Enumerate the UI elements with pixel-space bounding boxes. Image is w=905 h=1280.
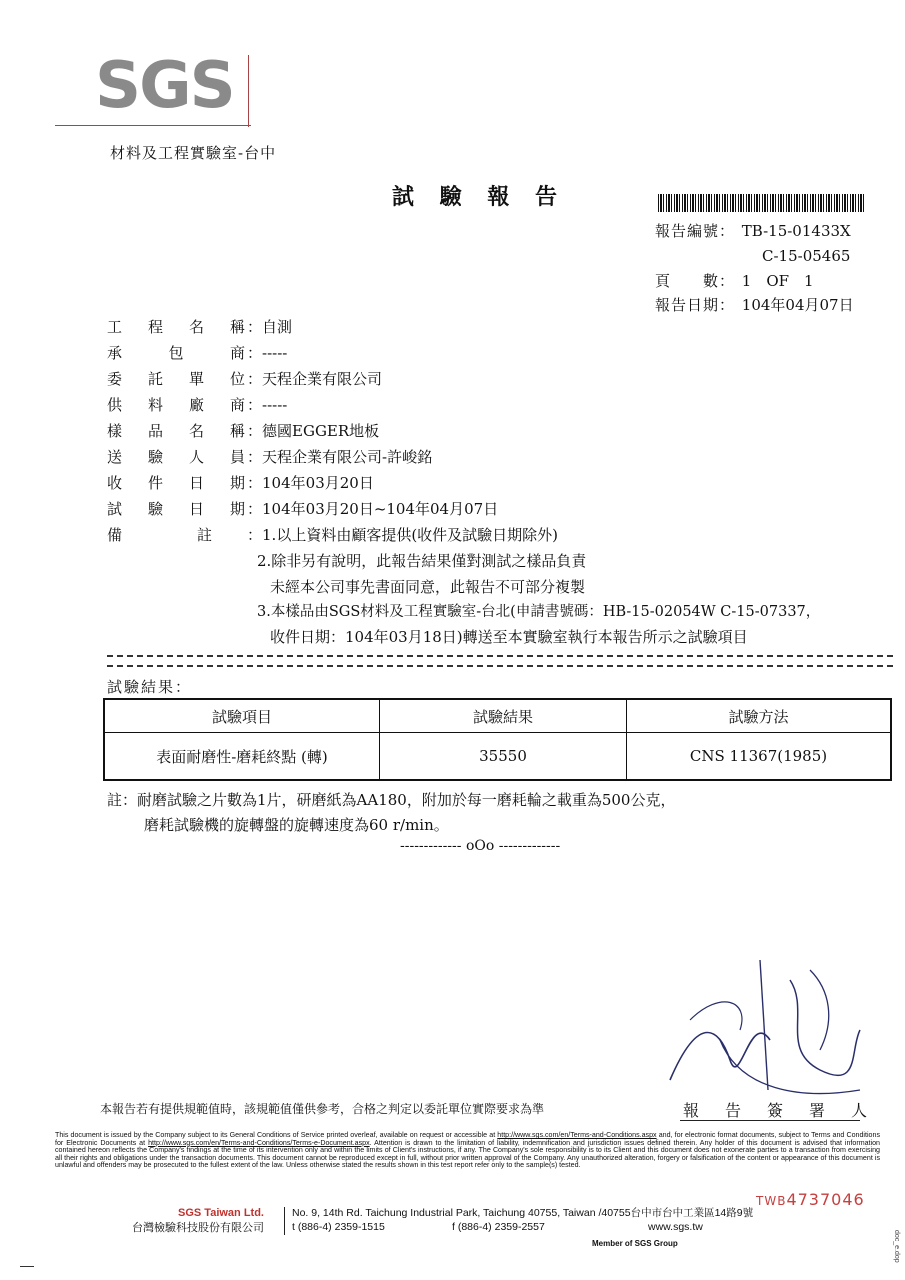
address-separator: [284, 1207, 285, 1235]
results-label: 試驗結果：: [107, 678, 193, 696]
field-sample-name: 樣品名稱：德國EGGER地板: [107, 418, 379, 444]
field-value: 德國EGGER地板: [262, 422, 380, 440]
company-name: [132, 1207, 264, 1235]
remarks-row: 備 註 ：1.以上資料由顧客提供(收件及試驗日期除外): [107, 522, 558, 548]
report-date-value: 104年04月07日: [741, 296, 854, 314]
pages-label: 頁 數：: [655, 272, 736, 290]
sgs-logo: [55, 49, 251, 127]
field-received-date: 收件日期：104年03月20日: [107, 470, 374, 496]
table-header-row: [104, 699, 891, 733]
signature-icon: [660, 950, 870, 1120]
company-name-zh: 台灣檢驗科技股份有限公司: [132, 1222, 264, 1234]
table-header: 試驗項目: [104, 699, 380, 733]
report-number-1: TB-15-01433X: [741, 222, 851, 240]
signatory-label: 報告簽署人: [683, 1101, 894, 1120]
pages-row: [655, 268, 814, 294]
company-web[interactable]: www.sgs.tw: [648, 1221, 703, 1233]
legal-text: This document is issued by the Company subject to its General Conditions of Service printed overleaf, available on request or accessible at http://www.sgs.com/en/Terms-and-Conditions.aspx and, for electronic format documents, subject to Terms and Conditions for Electronic Documents at http://www.sgs.com/en/Terms-and-Conditions/Terms-e-Document.aspx. Attention is drawn to the limitation of liability, indemnification and jurisdiction issues defined therein. Any holder of this document is advised that information contained hereon reflects the Company's findings at the time of its intervention only and within the limits of Client's instructions, if any. The Company's sole responsibility is to its Client and this document does not exonerate parties to a transaction from exercising all their rights and obligations under the transaction documents. This document cannot be reproduced except in full, without prior written approval of the Company. Any unauthorized alteration, forgery or falsification of the content or appearance of this document is unlawful and offenders may be prosecuted to the fullest extent of the law. Unless otherwise stated the results shown in this test report refer only to the sample(s) tested.: [55, 1131, 880, 1170]
signatory-line: [680, 1120, 860, 1121]
table-cell: 表面耐磨性-磨耗終點 (轉): [104, 733, 380, 781]
results-table: [103, 698, 892, 781]
note-line-1: 註：耐磨試驗之片數為1片，研磨紙為AA180，附加於每一磨耗輪之載重為500公克，: [107, 791, 676, 809]
field-value: 自測: [262, 318, 293, 336]
field-submitter: 送驗人員：天程企業有限公司-許峻銘: [107, 444, 432, 470]
field-label: 送驗人員: [107, 448, 247, 466]
report-number-row: [655, 218, 851, 244]
company-fax: f (886-4) 2359-2557: [452, 1221, 545, 1233]
table-header: 試驗方法: [627, 699, 892, 733]
field-client: 委託單位：天程企業有限公司: [107, 366, 382, 392]
field-value: 104年03月20日~104年04月07日: [262, 500, 499, 518]
e-document-terms-link[interactable]: http://www.sgs.com/en/Terms-and-Conditions/Terms-e-Document.aspx: [148, 1138, 370, 1147]
pages-value: 1 OF 1: [741, 272, 814, 290]
remark-line-1: 1.以上資料由顧客提供(收件及試驗日期除外): [262, 526, 559, 544]
table-row: [104, 733, 891, 781]
field-label: 供料廠商: [107, 396, 247, 414]
field-project-name: 工程名稱：自測: [107, 314, 292, 340]
company-name-en: SGS Taiwan Ltd.: [178, 1207, 264, 1219]
field-value: -----: [262, 396, 288, 414]
company-tel: t (886-4) 2359-1515: [292, 1221, 385, 1233]
table-header: 試驗結果: [380, 699, 627, 733]
field-label: 試驗日期: [107, 500, 247, 518]
field-label: 樣品名稱: [107, 422, 247, 440]
report-date-label: 報告日期：: [655, 296, 736, 314]
remark-line-2: 2.除非另有說明，此報告結果僅對測試之樣品負責: [257, 552, 587, 570]
end-mark: ------------- oOo -------------: [400, 838, 561, 854]
footer-disclaimer: 本報告若有提供規範值時，該規範值僅供參考，合格之判定以委託單位實際要求為準: [100, 1102, 545, 1116]
field-label: 收件日期: [107, 474, 247, 492]
report-number-2: C-15-05465: [762, 247, 851, 265]
remark-line-3: 未經本公司事先書面同意，此報告不可部分複製: [270, 578, 586, 596]
field-value: -----: [262, 344, 288, 362]
field-value: 104年03月20日: [262, 474, 374, 492]
logo-rule-vertical: [248, 55, 249, 127]
remarks-label: 備 註: [107, 526, 213, 544]
page-mark: [20, 1266, 34, 1267]
remark-line-5: 收件日期：104年03月18日)轉送至本實驗室執行本報告所示之試驗項目: [270, 628, 748, 646]
field-test-date: 試驗日期：104年03月20日~104年04月07日: [107, 496, 498, 522]
barcode-icon: [658, 194, 864, 212]
field-label: 工程名稱: [107, 318, 247, 336]
serial-number: TWB4737046: [756, 1190, 865, 1209]
field-value: 天程企業有限公司-許峻銘: [262, 448, 433, 466]
double-divider: [107, 655, 893, 667]
note-line-2: 磨耗試驗機的旋轉盤的旋轉速度為60 r/min。: [144, 816, 449, 834]
terms-link[interactable]: http://www.sgs.com/en/Terms-and-Conditions.aspx: [497, 1131, 657, 1139]
company-address: No. 9, 14th Rd. Taichung Industrial Park, Taichung 40755, Taiwan /40755台中市台中工業區14路9號: [292, 1207, 754, 1219]
field-value: 天程企業有限公司: [262, 370, 383, 388]
page-title: 試 驗 報 告: [392, 184, 566, 210]
report-date-row: [655, 292, 854, 318]
logo-rule-horizontal: [55, 125, 251, 126]
field-label: 委託單位: [107, 370, 247, 388]
side-code: doc_e.dop: [893, 1230, 900, 1263]
report-number-label: 報告編號：: [655, 222, 736, 240]
sgs-logo-text: SGS: [95, 49, 234, 123]
lab-name: 材料及工程實驗室-台中: [110, 144, 277, 162]
remark-line-4: 3.本樣品由SGS材料及工程實驗室-台北(申請書號碼：HB-15-02054W C-15-07337，: [257, 604, 821, 620]
field-label: 承包商: [107, 344, 247, 362]
company-address-block: [292, 1206, 753, 1234]
table-cell: 35550: [380, 733, 627, 781]
field-supplier: 供料廠商：-----: [107, 392, 287, 418]
field-contractor: 承包商：-----: [107, 340, 287, 366]
table-cell: CNS 11367(1985): [627, 733, 892, 781]
member-of-group: Member of SGS Group: [592, 1239, 678, 1248]
